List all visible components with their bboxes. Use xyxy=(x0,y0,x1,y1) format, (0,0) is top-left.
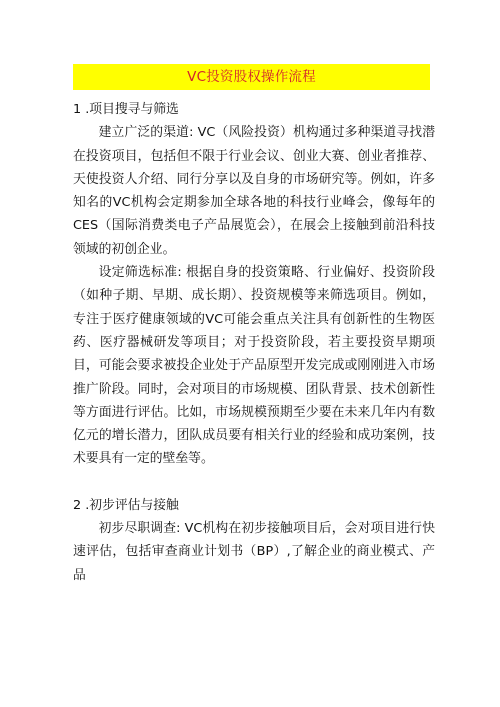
paragraph: 初步尽职调查: VC机构在初步接触项目后，会对项目进行快速评估，包括审查商业计划书（BP）,了解企业的商业模式、产品 xyxy=(73,521,435,583)
paragraph: 建立广泛的渠道: VC（风险投资）机构通过多种渠道寻找潜在投资项目，包括但不限于行业会议、创业大赛、创业者推荐、天使投资人介绍、同行分享以及自身的市场研究等。例如，许多知名的VC机构会定期参加全球各地的科技行业峰会，像每年的CES（国际消费类电子产品展览会），在展会上接触到前沿科技领域的初创企业。 xyxy=(73,125,435,257)
section-heading: 1 .项目搜寻与筛选 xyxy=(73,102,179,117)
section-heading: 2 .初步评估与接触 xyxy=(73,497,179,513)
section-spacer xyxy=(73,471,435,494)
section-2 xyxy=(73,494,435,587)
section-1 xyxy=(73,98,435,471)
document-title: VC投资股权操作流程 xyxy=(73,64,430,90)
document-body xyxy=(73,98,435,587)
paragraph: 设定筛选标准: 根据自身的投资策略、行业偏好、投资阶段（如种子期、早期、成长期）、投资规模等来筛选项目。例如，专注于医疗健康领域的VC可能会重点关注具有创新性的生物医药、医疗器械研发等项目；对于投资阶段，若主要投资早期项目，可能会要求被投企业处于产品原型开发完成或刚刚进入市场推广阶段。同时，会对项目的市场规模、团队背景、技术创新性等方面进行评估。比如，市场规模预期至少要在未来几年内有数亿元的增长潜力，团队成员要有相关行业的经验和成功案例，技术要具有一定的壁垒等。 xyxy=(73,265,435,467)
